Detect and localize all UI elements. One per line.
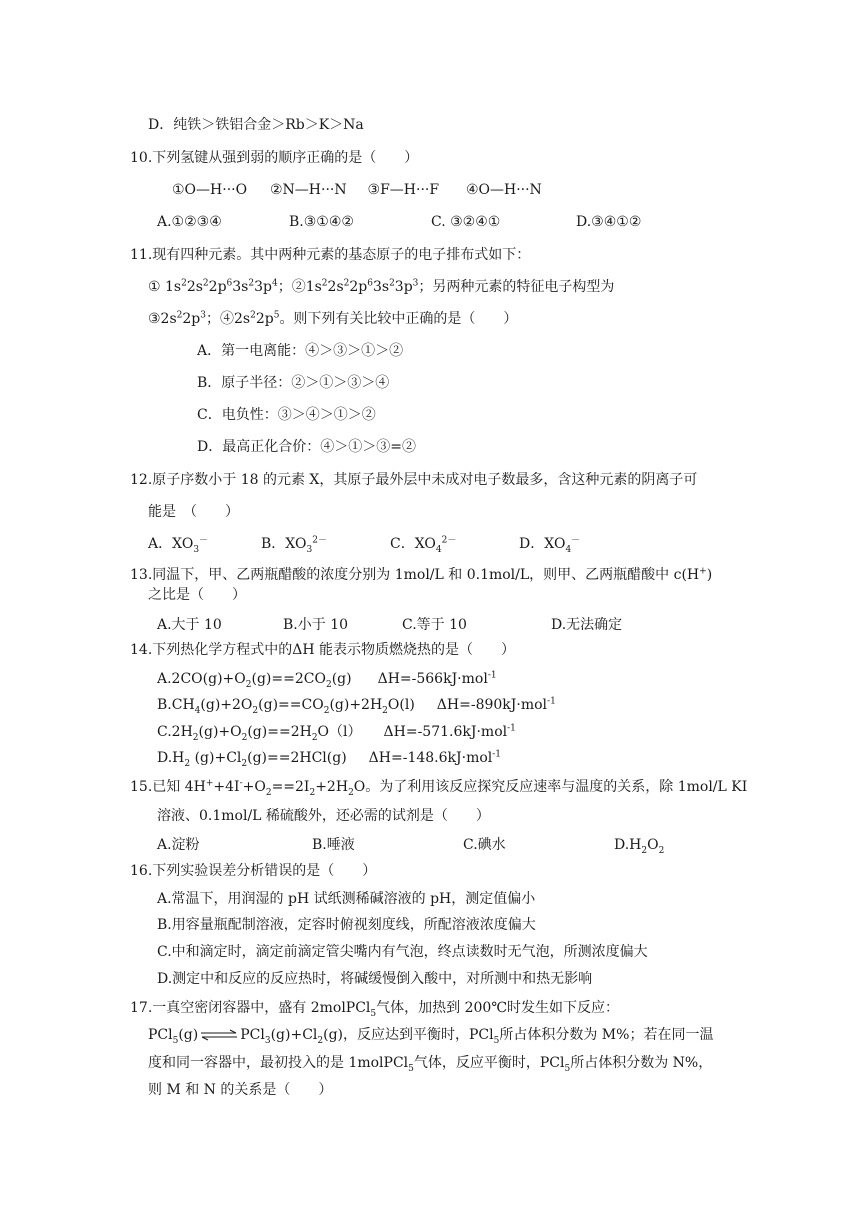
q10-item: ①O—H···O <box>172 182 248 198</box>
q11-option: A．第一电离能：④＞③＞①＞② <box>197 343 404 359</box>
q10-option: B.③①④② <box>289 214 354 230</box>
q14-stem: 14.下列热化学方程式中的ΔH 能表示物质燃烧热的是（ ） <box>130 642 516 658</box>
q14-option-d: $D.H_2$ $(g)+Cl_2(g)==2HCl(g)$ ΔH=-148.6kJ·mol$^{-1}$ <box>157 749 502 769</box>
q13-option: C.等于 10 <box>402 617 467 633</box>
q14-option-b: $B.CH_4(g)+2O_2(g)==CO_2(g)+2H_2O(l)$ ΔH=-890kJ·mol$^{-1}$ <box>157 696 556 716</box>
q12-stem-2: 能是 （ ） <box>148 504 239 520</box>
q15-option: A.淀粉 <box>157 837 200 853</box>
q16-option: D.测定中和反应的反应热时，将碱缓慢倒入酸中，对所测中和热无影响 <box>157 971 593 987</box>
q11-option: C．电负性：③＞④＞①＞② <box>197 407 376 423</box>
q12-option: D．$XO_4^-$ <box>519 535 581 555</box>
q10-items <box>172 180 542 200</box>
q16-option: A.常温下，用润湿的 pH 试纸测稀碱溶液的 pH，测定值偏小 <box>157 891 536 907</box>
q12-stem: 12.原子序数小于 18 的元素 X，其原子最外层中未成对电子数最多，含这种元素的阴离子可 <box>130 472 698 488</box>
q13-option: B.小于 10 <box>283 617 349 633</box>
q10-stem: 10.下列氢键从强到弱的顺序正确的是（ ） <box>130 150 419 166</box>
q16-stem: 16.下列实验误差分析错误的是（ ） <box>130 863 377 879</box>
q13-option: A.大于 10 <box>157 617 222 633</box>
q10-option: C. ③②④① <box>431 214 501 230</box>
q15-option: $D.H_2O_2$ <box>614 837 665 856</box>
q12-option: B．$XO_3^{2-}$ <box>261 535 327 555</box>
q11-stem: 11.现有四种元素。其中两种元素的基态原子的电子排布式如下： <box>130 247 531 263</box>
q10-item: ②N—H···N <box>269 182 347 198</box>
q15-option: C.碘水 <box>463 837 506 853</box>
q11-config-line-2: $③2s^22p^3$；$④2s^22p^5$。则下列有关比较中正确的是（ ） <box>148 310 518 327</box>
q10-option: D.③④①② <box>576 214 642 230</box>
q14-option-c: $C.2H_2(g)+O_2(g)==2H_2O(l)$ ΔH=-571.6kJ·mol$^{-1}$ <box>157 723 516 743</box>
q11-config-line: ① $1s^22s^22p^63s^23p^4$；$②1s^22s^22p^63s^23p^3$；另两种元素的特征电子构型为 <box>148 278 615 295</box>
q17-line-4: 则 M 和 N 的关系是（ ） <box>148 1082 333 1098</box>
q13-option: D.无法确定 <box>551 617 623 633</box>
q16-option: B.用容量瓶配制溶液，定容时俯视刻度线，所配溶液浓度偏大 <box>157 917 536 933</box>
equilibrium-arrow-icon <box>200 1029 238 1041</box>
q17-stem: 17.一真空密闭容器中，盛有 2molPCl$_5$气体，加热到 200℃时发生如下反应： <box>130 1000 619 1019</box>
q17-line-3: 度和同一容器中，最初投入的是 1molPCl$_5$气体，反应平衡时，PCl$_5$所占体积分数为 N%， <box>148 1055 713 1074</box>
q13-stem: 13.同温下，甲、乙两瓶醋酸的浓度分别为 1mol/L 和 0.1mol/L，则甲、乙两瓶醋酸中 c(H+) <box>130 566 713 583</box>
q17-equation: PCl$_5$(g) $PCl_3(g)+Cl_2(g)$，反应达到平衡时，PCl$_5$所占体积分数为 M%；若在同一温 <box>148 1027 714 1046</box>
q13-stem-2: 之比是（ ） <box>148 587 246 603</box>
q14-option-a: $A.2CO(g)+O_2(g)==2CO_2(g)$ ΔH=-566kJ·mol$^{-1}$ <box>157 670 497 690</box>
q11-option: D．最高正化合价：④＞①＞③=② <box>197 439 416 455</box>
q15-option: B.唾液 <box>312 837 355 853</box>
q12-option: A．$XO_3^-$ <box>148 535 209 555</box>
q11-option: B．原子半径：②＞①＞③＞④ <box>197 375 390 391</box>
q15-stem-2: 溶液、0.1mol/L 稀硫酸外，还必需的试剂是（ ） <box>157 808 490 824</box>
q12-option: C．$XO_4^{2-}$ <box>390 535 457 555</box>
q10-item: ③F—H···F <box>367 182 440 198</box>
q15-stem: 15.已知 $4H^++4I^-+O_2==2I_2+2H_2O$。为了利用该反应探究反应速率与温度的关系，除 1mol/L KI <box>130 778 748 798</box>
q16-option: C.中和滴定时，滴定前滴定管尖嘴内有气泡，终点读数时无气泡，所测浓度偏大 <box>157 944 648 960</box>
q10-item: ④O—H···N <box>465 182 542 198</box>
q10-option: A.①②③④ <box>157 214 222 230</box>
q9-option-d: D．纯铁＞铁铝合金＞Rb＞K＞Na <box>148 117 364 133</box>
